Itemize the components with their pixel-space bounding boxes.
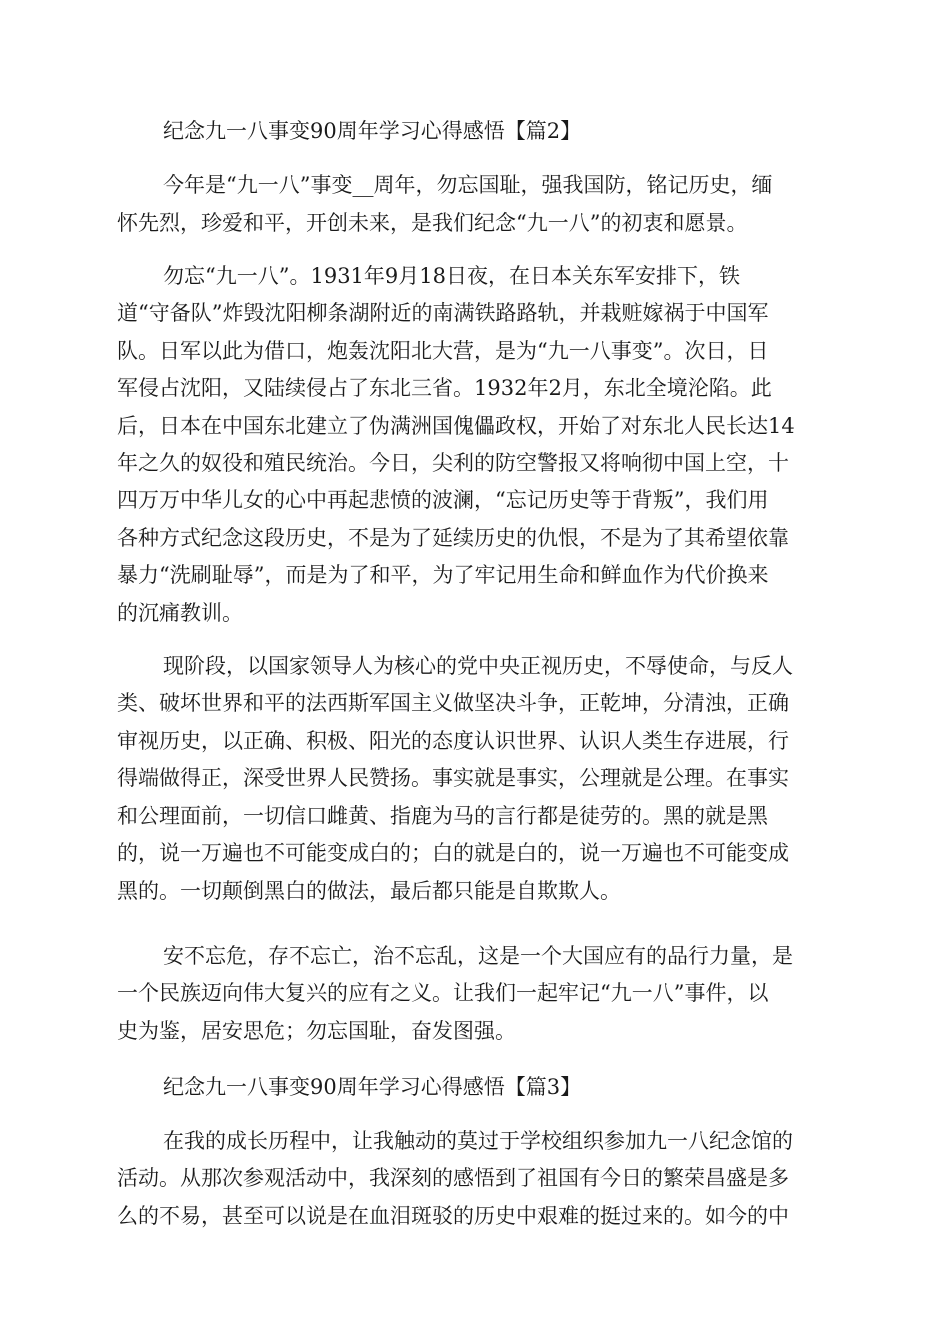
paragraph-line: 今年是“九一八”事变__周年，勿忘国耻，强我国防，铭记历史，缅: [163, 173, 773, 197]
paragraph-line: 活动。从那次参观活动中，我深刻的感悟到了祖国有今日的繁荣昌盛是多: [117, 1166, 789, 1190]
paragraph-line: 四万万中华儿女的心中再起悲愤的波澜，“忘记历史等于背叛”，我们用: [117, 488, 769, 512]
paragraph-line: 暴力“洗刷耻辱”，而是为了和平，为了牢记用生命和鲜血作为代价换来: [117, 563, 769, 587]
heading-part-2: 纪念九一八事变90周年学习心得感悟【篇2】: [163, 119, 582, 143]
paragraph-line: 一个民族迈向伟大复兴的应有之义。让我们一起牢记“九一八”事件，以: [117, 981, 769, 1005]
paragraph-line: 怀先烈，珍爱和平，开创未来，是我们纪念“九一八”的初衷和愿景。: [117, 211, 748, 235]
paragraph-line: 审视历史，以正确、积极、阳光的态度认识世界、认识人类生存进展，行: [117, 729, 789, 753]
paragraph-line: 队。日军以此为借口，炮轰沈阳北大营，是为“九一八事变”。次日，日: [117, 339, 769, 363]
paragraph-line: 史为鉴，居安思危；勿忘国耻，奋发图强。: [117, 1019, 516, 1043]
paragraph-line: 军侵占沈阳，又陆续侵占了东北三省。1932年2月，东北全境沦陷。此: [117, 376, 772, 400]
paragraph-line: 后，日本在中国东北建立了伪满洲国傀儡政权，开始了对东北人民长达14: [117, 414, 795, 438]
paragraph-line: 安不忘危，存不忘亡，治不忘乱，这是一个大国应有的品行力量，是: [163, 944, 793, 968]
heading-part-3: 纪念九一八事变90周年学习心得感悟【篇3】: [163, 1075, 582, 1099]
paragraph-line: 道“守备队”炸毁沈阳柳条湖附近的南满铁路路轨，并栽赃嫁祸于中国军: [117, 301, 769, 325]
paragraph-line: 得端做得正，深受世界人民赞扬。事实就是事实，公理就是公理。在事实: [117, 766, 789, 790]
paragraph-line: 现阶段，以国家领导人为核心的党中央正视历史，不辱使命，与反人: [163, 654, 793, 678]
paragraph-line: 类、破坏世界和平的法西斯军国主义做坚决斗争，正乾坤，分清浊，正确: [117, 691, 789, 715]
paragraph-line: 黑的。一切颠倒黑白的做法，最后都只能是自欺欺人。: [117, 879, 621, 903]
paragraph-line: 和公理面前，一切信口雌黄、指鹿为马的言行都是徒劳的。黑的就是黑: [117, 804, 768, 828]
paragraph-line: 在我的成长历程中，让我触动的莫过于学校组织参加九一八纪念馆的: [163, 1129, 793, 1153]
paragraph-line: 年之久的奴役和殖民统治。今日，尖利的防空警报又将响彻中国上空，十: [117, 451, 789, 475]
paragraph-line: 的沉痛教训。: [117, 601, 243, 625]
paragraph-line: 勿忘“九一八”。1931年9月18日夜，在日本关东军安排下，铁: [163, 264, 740, 288]
paragraph-line: 的，说一万遍也不可能变成白的；白的就是白的，说一万遍也不可能变成: [117, 841, 789, 865]
paragraph-line: 各种方式纪念这段历史，不是为了延续历史的仇恨，不是为了其希望依靠: [117, 526, 789, 550]
paragraph-line: 么的不易，甚至可以说是在血泪斑驳的历史中艰难的挺过来的。如今的中: [117, 1204, 789, 1228]
